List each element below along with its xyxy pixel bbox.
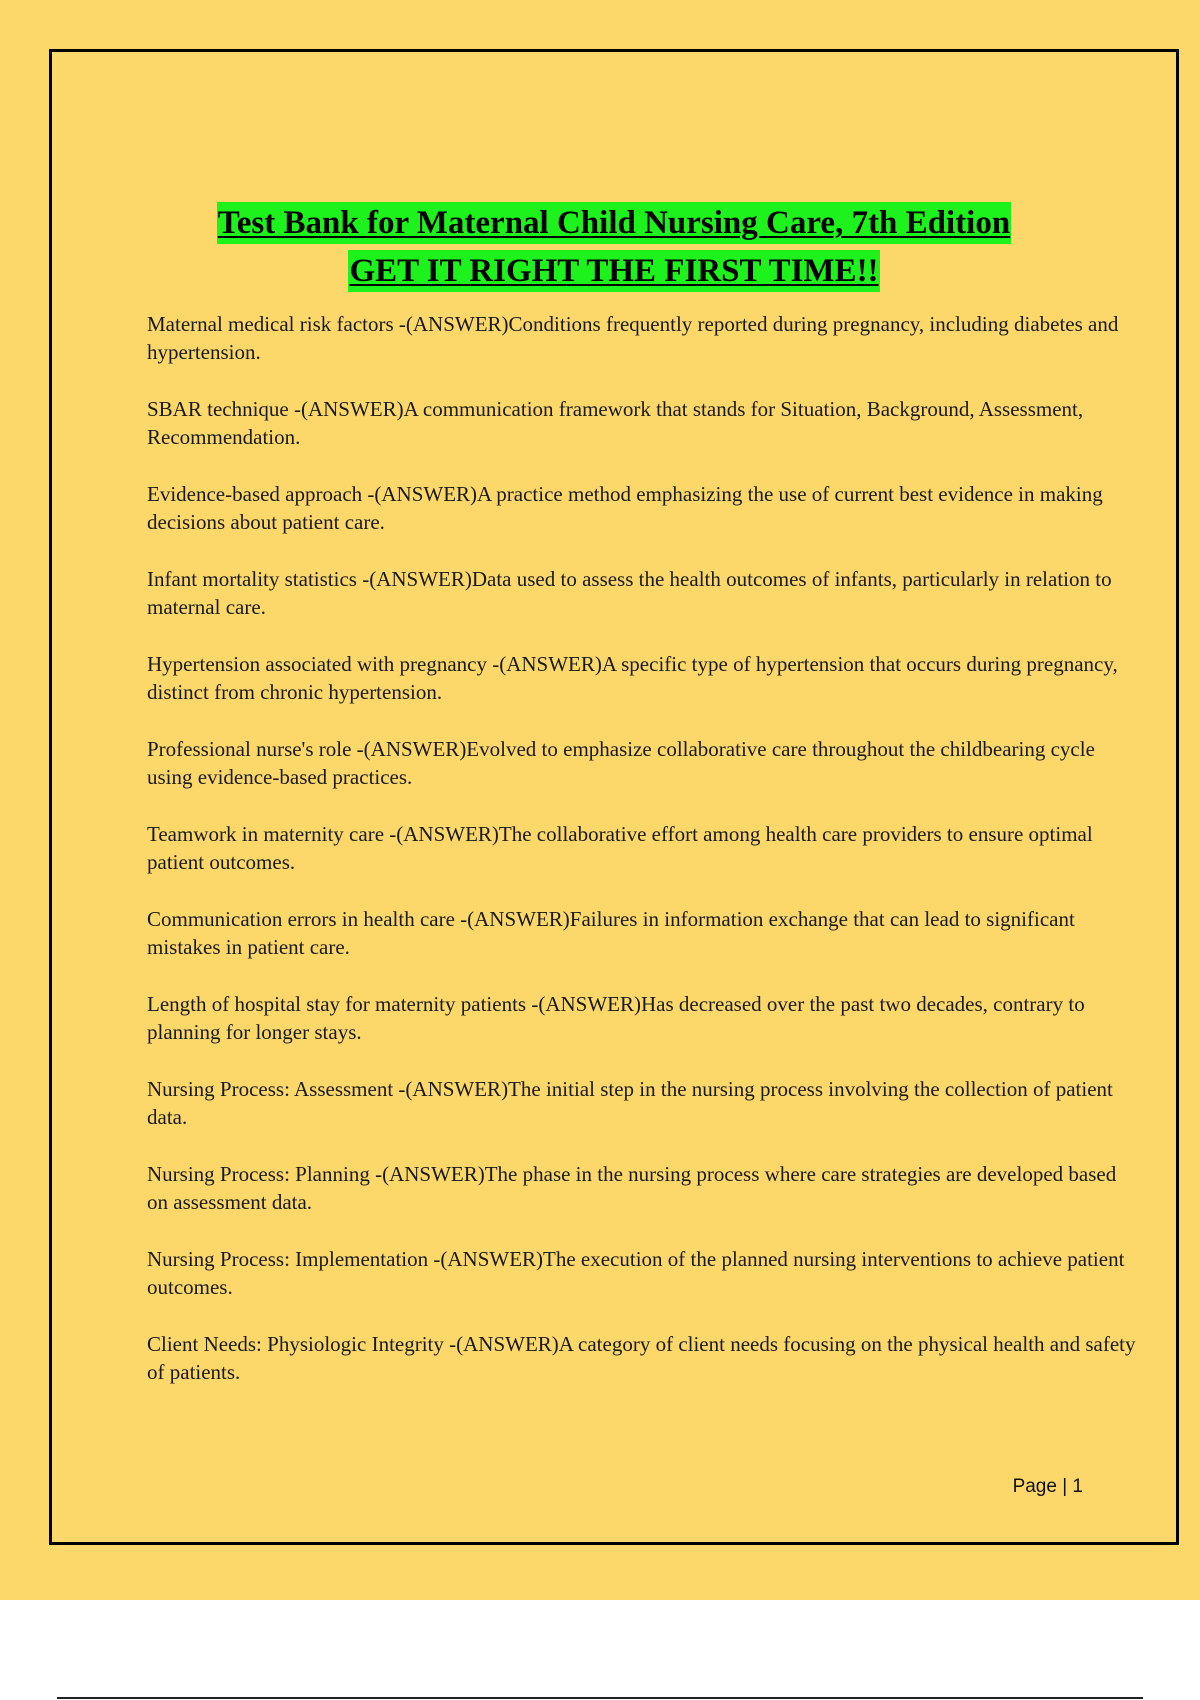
qa-entry: Teamwork in maternity care -(ANSWER)The collaborative effort among health care providers to ensure optimal patient outcomes.	[147, 822, 1093, 874]
title-line-2: GET IT RIGHT THE FIRST TIME!!	[348, 250, 879, 292]
qa-entry: SBAR technique -(ANSWER)A communication framework that stands for Situation, Background, Assessment, Recommendation.	[147, 397, 1084, 449]
qa-entry: Infant mortality statistics -(ANSWER)Data used to assess the health outcomes of infants, particularly in relation to maternal care.	[147, 567, 1112, 619]
qa-entry: Nursing Process: Planning -(ANSWER)The phase in the nursing process where care strategies are developed based on assessment data.	[147, 1162, 1117, 1214]
title-line-1: Test Bank for Maternal Child Nursing Care, 7th Edition	[217, 202, 1011, 244]
page-border-frame	[49, 49, 1179, 1545]
qa-entry-list	[147, 310, 1137, 1415]
qa-entry: Length of hospital stay for maternity patients -(ANSWER)Has decreased over the past two decades, contrary to planning for longer stays.	[147, 992, 1085, 1044]
page-number: Page | 1	[1012, 1476, 1083, 1497]
qa-entry: Maternal medical risk factors -(ANSWER)Conditions frequently reported during pregnancy, including diabetes and hypertension.	[147, 312, 1119, 364]
qa-entry: Nursing Process: Assessment -(ANSWER)The initial step in the nursing process involving the collection of patient data.	[147, 1077, 1113, 1129]
document-title	[52, 202, 1176, 298]
qa-entry: Hypertension associated with pregnancy -(ANSWER)A specific type of hypertension that occurs during pregnancy, distinct from chronic hypertension.	[147, 652, 1118, 704]
qa-entry: Nursing Process: Implementation -(ANSWER)The execution of the planned nursing interventions to achieve patient outcomes.	[147, 1247, 1125, 1299]
qa-entry: Communication errors in health care -(ANSWER)Failures in information exchange that can lead to significant mistakes in patient care.	[147, 907, 1075, 959]
qa-entry: Professional nurse's role -(ANSWER)Evolved to emphasize collaborative care throughout the childbearing cycle using evidence-based practices.	[147, 737, 1095, 789]
qa-entry: Client Needs: Physiologic Integrity -(ANSWER)A category of client needs focusing on the physical health and safety of patients.	[147, 1332, 1136, 1384]
qa-entry: Evidence-based approach -(ANSWER)A practice method emphasizing the use of current best evidence in making decisions about patient care.	[147, 482, 1103, 534]
bottom-divider	[57, 1697, 1143, 1699]
